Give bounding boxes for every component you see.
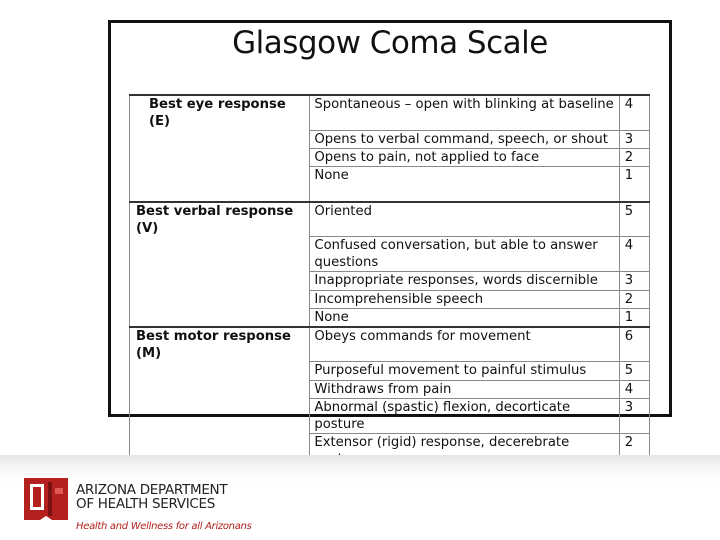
score-cell: 3 (619, 272, 649, 290)
score-cell: 2 (619, 290, 649, 308)
response-cell: Opens to verbal command, speech, or shout (310, 130, 619, 148)
score-cell: 1 (619, 166, 649, 202)
response-cell: Withdraws from pain (310, 380, 619, 398)
score-cell: 2 (619, 433, 649, 468)
table-row (130, 362, 650, 380)
score-cell: 2 (619, 148, 649, 166)
org-name-line-1: ARIZONA DEPARTMENT (76, 482, 228, 498)
table-row (130, 130, 650, 148)
category-motor-response: Best motor response (M) (130, 327, 310, 362)
table-row (130, 290, 650, 308)
slide-title: Glasgow Coma Scale (232, 25, 548, 61)
glasgow-coma-scale-table (129, 94, 650, 487)
table-row (130, 380, 650, 398)
category-verbal-response: Best verbal response (V) (130, 202, 310, 237)
score-cell: 4 (619, 237, 649, 272)
table-row (130, 202, 650, 237)
category-blank (130, 290, 310, 308)
slide-frame (108, 20, 672, 450)
response-cell: Spontaneous – open with blinking at baseline (310, 95, 619, 130)
response-cell: Abnormal (spastic) flexion, decorticate posture (310, 398, 619, 433)
table-row (130, 166, 650, 202)
response-cell: Extensor (rigid) response, decerebrate (310, 433, 619, 468)
category-blank (130, 166, 310, 202)
score-cell: 5 (619, 362, 649, 380)
score-cell: 3 (619, 398, 649, 433)
score-cell: 4 (619, 95, 649, 130)
response-cell: Incomprehensible speech (310, 290, 619, 308)
table-row (130, 272, 650, 290)
score-cell: 3 (619, 130, 649, 148)
category-blank (130, 148, 310, 166)
response-cell: Confused conversation, but able to answer questions (310, 237, 619, 272)
table-row (130, 327, 650, 362)
category-blank (130, 237, 310, 272)
score-cell: 4 (619, 380, 649, 398)
category-blank (130, 130, 310, 148)
org-tagline: Health and Wellness for all Arizonans (76, 521, 252, 532)
category-blank (130, 380, 310, 398)
table-row (130, 398, 650, 433)
table-row (130, 95, 650, 130)
category-blank (130, 362, 310, 380)
response-cell: None (310, 166, 619, 202)
response-cell: Inappropriate responses, words discernible (310, 272, 619, 290)
category-eye-response: Best eye response (E) (130, 95, 310, 130)
score-cell: 6 (619, 327, 649, 362)
org-name-line-2: OF HEALTH SERVICES (76, 496, 216, 512)
table-row (130, 308, 650, 327)
score-cell: 5 (619, 202, 649, 237)
table-row (130, 237, 650, 272)
table-row (130, 148, 650, 166)
response-cell: Oriented (310, 202, 619, 237)
response-cell: Obeys commands for movement (310, 327, 619, 362)
category-blank (130, 272, 310, 290)
category-blank (130, 308, 310, 327)
response-cell: Opens to pain, not applied to face (310, 148, 619, 166)
response-cell: Purposeful movement to painful stimulus (310, 362, 619, 380)
score-cell: 1 (619, 308, 649, 327)
category-blank (130, 398, 310, 433)
arizona-state-logo-icon (22, 476, 70, 522)
response-cell: None (310, 308, 619, 327)
